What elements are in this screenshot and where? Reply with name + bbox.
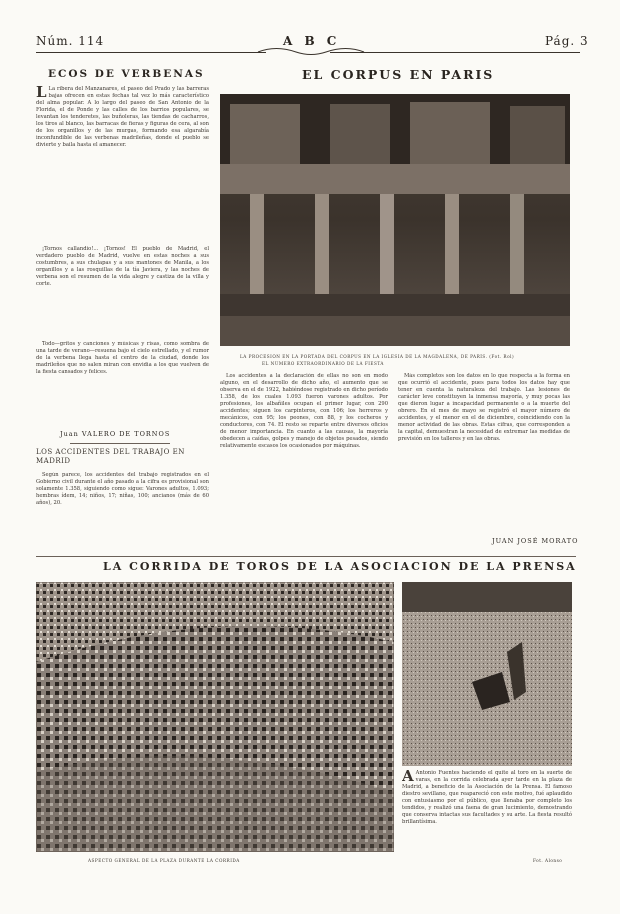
page-number: Pág. 3	[545, 34, 589, 48]
corpus-photo-caption: LA PROCESIÓN EN LA PORTADA DEL CORPUS EN LA IGLESIA DE LA MAGDALENA, DE PARÍS. (Fot. Rol)	[240, 354, 515, 359]
verbenas-paragraph-3: Todo—gritos y canciones y músicas y risas, como sombra de una tarde de verano—resuena bajo el cielo estrellado, y el rumor de la verbena llega hasta el centro de la ciudad, donde los madrileños que no salen miran con envidia a los que vuelven de la fiesta cansados y felices.	[36, 341, 209, 375]
morato-signature: JUAN JOSÉ MORATO	[492, 537, 579, 545]
bullfight-right-text-body: Antonio Fuentes haciendo el quite al toro en la suerte de varas, en la corrida celebrada ayer tarde en la plaza de Madrid, a beneficio de la Asociación de la Prensa. El famoso diestro sevillano, que reapareció con este motivo, fué aplaudido con entusiasmo por el público, que llenaba por completo los tendidos, y realizó una faena de gran lucimiento, demostrando que conserva intactas sus facultades y su arte. La fiesta resultó brillantísima.	[402, 770, 572, 825]
header-rule-right	[330, 52, 580, 53]
valero-signature: Juan VALERO DE TORNOS	[60, 430, 171, 438]
corpus-procession-photo	[220, 94, 570, 346]
issue-number: Núm. 114	[36, 34, 105, 48]
header-rule-left	[36, 52, 266, 53]
corpus-photo-caption-2: EL NÚMERO EXTRAORDINARIO DE LA FIESTA	[262, 361, 384, 366]
masthead-title: A B C	[283, 34, 341, 48]
left-column-divider	[70, 443, 170, 444]
bullring-photo-image	[36, 582, 394, 852]
bullring-crowd-photo	[36, 582, 394, 852]
dropcap-a: A	[402, 770, 414, 785]
verbenas-heading: ECOS DE VERBENAS	[48, 68, 205, 80]
corpus-column-2: Más completos son los datos en lo que respecta a la forma en que ocurrió el accidente, pues para todos los datos hay que tener en cuenta la naturaleza del trabajo. Las lesiones de carácter leve constituyen la inmensa mayoría, y muy pocas las que dieron lugar a incapacidad permanente o a la muerte del obrero. En el mes de mayo se registró el mayor número de accidentes, y el menor en el de diciembre, coincidiendo con la menor actividad de las obras. Estas cifras, que corresponden a la capital, demuestran la necesidad de extremar las medidas de previsión en los talleres y en las obras.	[398, 373, 570, 442]
bullfighter-photo-image	[402, 582, 572, 766]
dropcap-l: L	[36, 86, 47, 101]
verbenas-paragraph-1	[36, 86, 209, 242]
verbenas-paragraph-2: ¡Tornos callandio!... ¡Tornos! El pueblo de Madrid, el verdadero pueblo de Madrid, vuelve en estas noches a sus costumbres, a sus chulapas y a sus mantones de Manila, a los organillos y a las rosquillas de la tía Javiera, y las noches de verbena son el resumen de la vida alegre y castiza de la villa y corte.	[36, 246, 209, 287]
bullfighter-photo	[402, 582, 572, 766]
corpus-column-1: Los accidentes a la declaración de ellas no son en modo alguno, en el desarrollo de dicho año, el aumento que se observa en el de 1922, habiéndose registrado en dicho período 1.358, de los cuales 1.093 fueron varones adultos. Por profesiones, los albañiles ocupan el primer lugar, con 290 accidentes; siguen los carpinteros, con 106; los herreros y mecánicos, con 95; los peones, con 88, y los cocheros y conductores, con 74. El resto se reparte entre diversos oficios de menor importancia. En cuanto a las causas, la mayoría obedecen a caídas, golpes y manejo de objetos pesados, siendo relativamente escasos los ocasionados por máquinas.	[220, 373, 388, 449]
bullfight-right-text	[402, 770, 572, 856]
accidents-heading: LOS ACCIDENTES DEL TRABAJO EN MADRID	[36, 448, 185, 465]
accidents-text: Según parece, los accidentes del trabajo registrados en el Gobierno civil durante el año pasado a la cifra es provisional son solamente 1.358, siguiendo como sigue: Varones adultos, 1.093; hembras ídem, 14; niños, 17; niñas, 100; ancianos (más de 60 años), 20.	[36, 472, 209, 506]
header-ornament-icon	[256, 44, 366, 58]
corpus-heading: EL CORPUS EN PARIS	[302, 67, 495, 82]
bullfight-heading: LA CORRIDA DE TOROS DE LA ASOCIACION DE LA PRENSA	[103, 560, 577, 573]
bullfight-top-rule	[36, 556, 576, 557]
bullring-photo-caption: ASPECTO GENERAL DE LA PLAZA DURANTE LA CORRIDA	[88, 858, 240, 863]
bullfighter-photo-credit: Fot. Alonso	[533, 858, 563, 863]
verbenas-text-1: La ribera del Manzanares, el paseo del Prado y las barreras bajas ofrecen en estas fechas tal vez lo más característico del alma popular. A lo largo del paseo de San Antonio de la Florida, el de Ponde y las calles de los barrios populares, se levantan los tenderetes, las buñoleras, las tiendas de cacharros, los tiros al blanco, las barracas de fieras y figuras de cera, al son de los organillos y de las murgas, formando esa algarabía inconfundible de las verbenas madrileñas, donde el pueblo se divierte y baila hasta el amanecer.	[36, 86, 209, 148]
accidents-heading-block	[36, 448, 209, 472]
corpus-photo-image	[220, 94, 570, 346]
